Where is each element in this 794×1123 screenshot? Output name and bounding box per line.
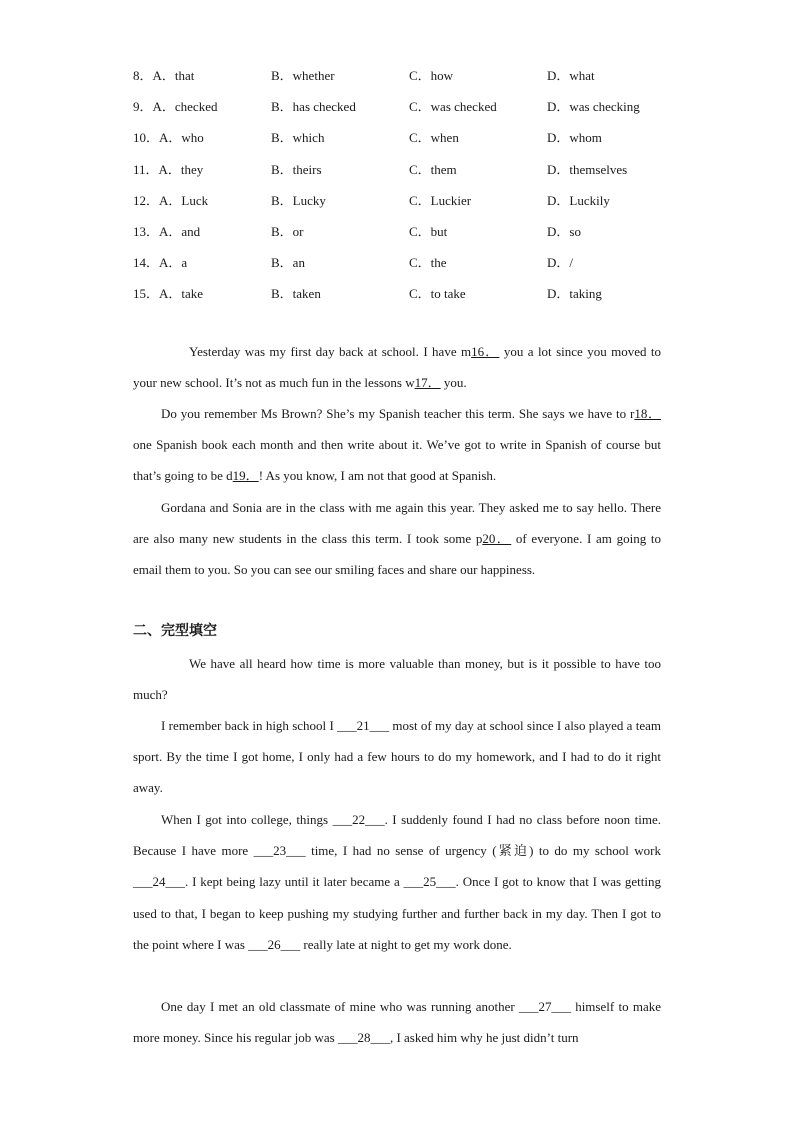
blank-22: ___22___ xyxy=(332,812,385,827)
text: of everyone. I am going to email them to you. So you can see our smiling faces and share our happiness. xyxy=(133,531,661,578)
blank-18: 18． xyxy=(634,406,661,421)
option-d: D．themselves xyxy=(547,161,628,177)
text: really late at night to get my work done. xyxy=(300,936,512,952)
text: We have all heard how time is more valuable than money, but is it possible to have too much? xyxy=(133,656,661,703)
text: Yesterday was my first day back at school. I have m xyxy=(189,344,472,359)
option-c: C．them xyxy=(409,161,457,177)
blank-23: ___23___ xyxy=(253,843,306,859)
option-b: B．whether xyxy=(271,68,335,83)
option-b: B．has checked xyxy=(271,99,356,115)
option-d: D．whom xyxy=(547,130,602,146)
option-c: C．to take xyxy=(409,286,466,302)
option-a: 15．A．take xyxy=(133,286,204,302)
option-c: C．was checked xyxy=(409,99,497,115)
text: . I kept being lazy until it later became a xyxy=(185,874,404,890)
option-d: D．was checking xyxy=(547,99,640,115)
text: ! As you know, I am not that good at Spanish. xyxy=(258,468,497,484)
blank-27: ___27___ xyxy=(518,999,571,1014)
option-b: B．an xyxy=(271,255,305,271)
blank-17: 17． xyxy=(414,375,441,391)
option-c: C．when xyxy=(409,130,459,146)
text: you. xyxy=(440,375,467,391)
option-d: D．/ xyxy=(547,255,574,271)
option-d: D．Luckily xyxy=(547,192,610,208)
text: I remember back in high school I xyxy=(161,718,338,733)
option-a: 13．A．and xyxy=(133,223,201,239)
blank-21: ___21___ xyxy=(337,718,390,733)
option-b: B．or xyxy=(271,223,304,239)
cloze-paragraph-3 xyxy=(133,804,661,960)
cloze-paragraph-4 xyxy=(133,991,661,1053)
text: Do you remember Ms Brown? She’s my Spanish teacher this term. She says we have to r xyxy=(161,406,635,421)
option-c: C．but xyxy=(409,223,448,239)
option-d: D．what xyxy=(547,68,595,83)
option-b: B．which xyxy=(271,130,325,146)
text: time, I had no sense of urgency (紧迫) to do my school work xyxy=(305,843,661,859)
text: you a lot since you moved to your new school. It’s not as much fun in the lessons w xyxy=(133,344,662,391)
blank-24: ___24___ xyxy=(133,874,185,890)
option-a: 10．A．who xyxy=(133,130,204,146)
text: When I got into college, things xyxy=(161,812,333,827)
letter-paragraph-1 xyxy=(133,336,661,398)
letter-paragraph-2 xyxy=(133,398,661,492)
option-c: C．how xyxy=(409,68,454,83)
blank-16: 16． xyxy=(471,344,500,359)
option-a: 9．A．checked xyxy=(133,99,218,115)
text: Gordana and Sonia are in the class with me again this year. They asked me to say hello. There are also many new students in the class this term. I took some p xyxy=(133,500,661,547)
option-b: B．Lucky xyxy=(271,192,326,208)
text: , I asked him why he just didn’t turn xyxy=(389,1030,579,1046)
letter-paragraph-3 xyxy=(133,492,661,586)
blank-19: 19． xyxy=(232,468,259,484)
option-a: 11．A．they xyxy=(133,161,204,177)
option-d: D．so xyxy=(547,223,581,239)
cloze-paragraph-2 xyxy=(133,710,661,804)
text: . Once I got to know that I was getting used to that, I began to keep pushing my studying further and further back in my day. Then I got to the point where I was xyxy=(133,874,662,952)
option-b: B．taken xyxy=(271,286,321,302)
option-a: 8．A．that xyxy=(133,68,195,83)
cloze-paragraph-1 xyxy=(133,648,661,710)
text: One day I met an old classmate of mine who was running another xyxy=(161,999,519,1014)
option-a: 12．A．Luck xyxy=(133,192,209,208)
section-heading: 二、完型填空 xyxy=(133,623,217,639)
text: . I suddenly found I had no class before noon time. Because I have more xyxy=(133,812,661,859)
blank-28: ___28___ xyxy=(337,1030,390,1046)
option-c: C．Luckier xyxy=(409,192,472,208)
option-d: D．taking xyxy=(547,286,602,302)
text: himself to make more money. Since his regular job was xyxy=(133,999,661,1046)
option-a: 14．A．a xyxy=(133,255,188,271)
option-c: C．the xyxy=(409,255,447,271)
blank-26: ___26___ xyxy=(248,936,301,952)
blank-25: ___25___ xyxy=(403,874,456,890)
text: most of my day at school since I also played a team sport. By the time I got home, I only had a few hours to do my homework, and I had to do it right away. xyxy=(133,718,662,796)
blank-20: 20． xyxy=(482,531,512,547)
option-b: B．theirs xyxy=(271,161,322,177)
text: one Spanish book each month and then write about it. We’ve got to write in Spanish of course but that’s going to be d xyxy=(133,437,661,484)
